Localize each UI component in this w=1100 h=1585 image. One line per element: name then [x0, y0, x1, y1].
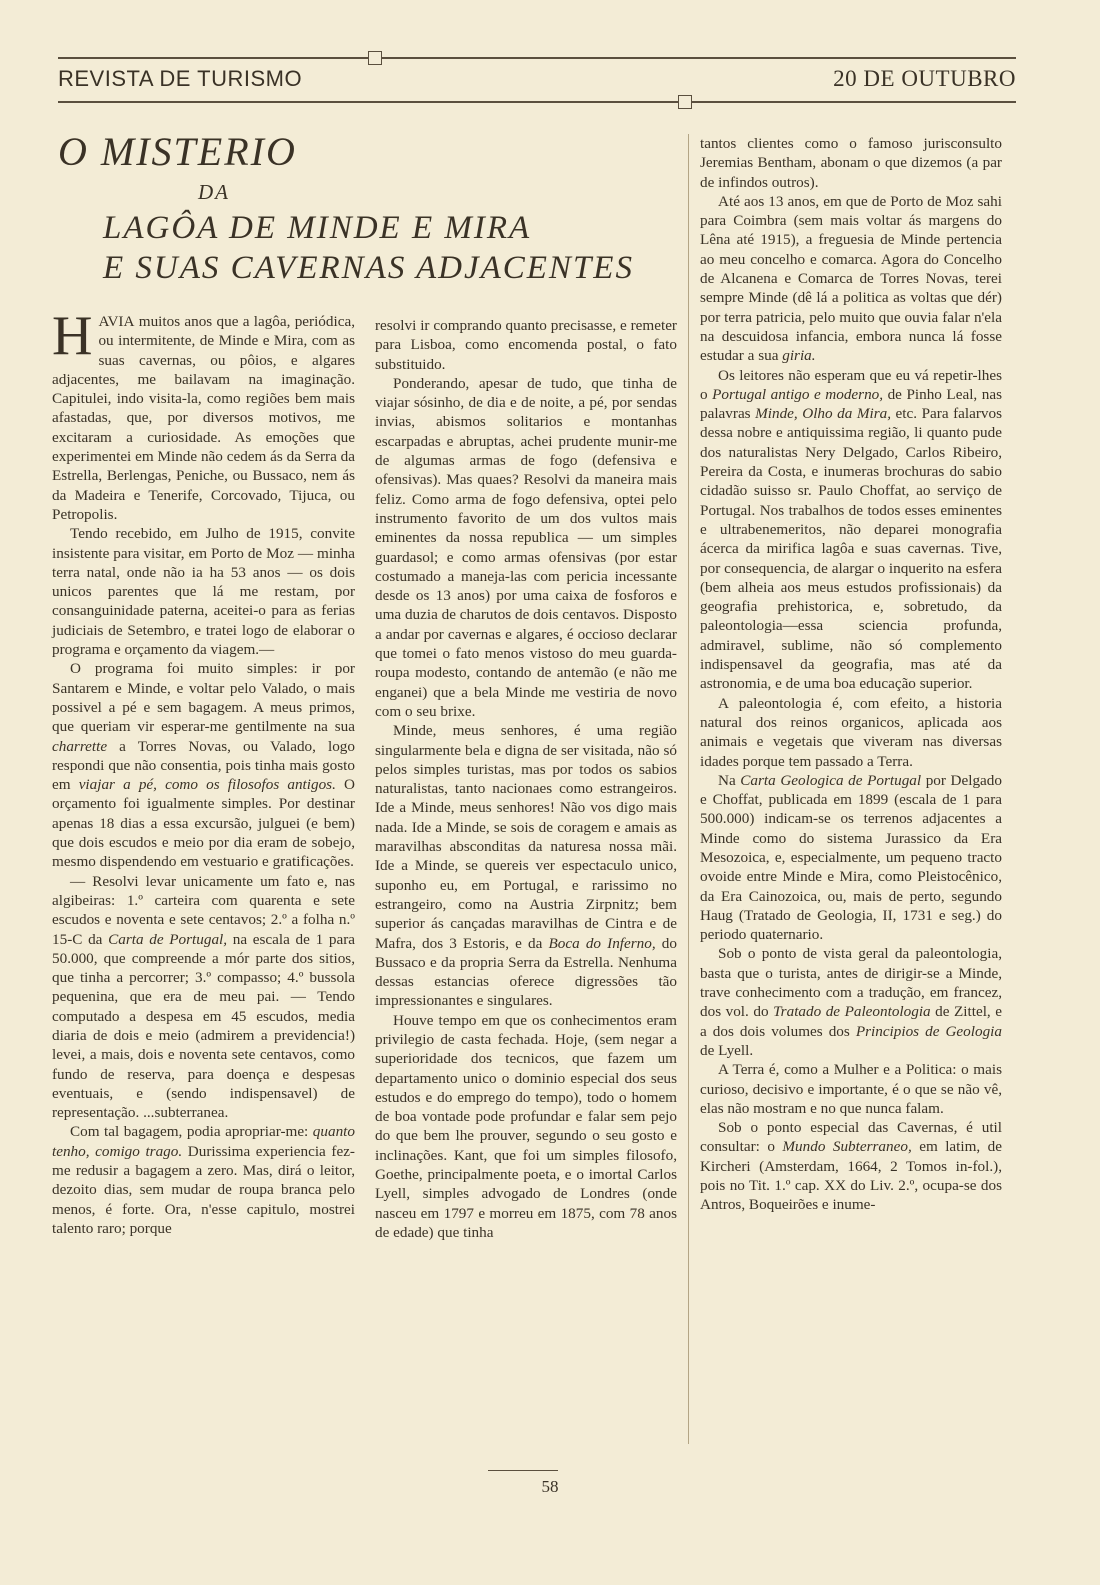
paragraph: — Resolvi levar unicamente um fato e, nas algibeiras: 1.º carteira com quarenta e sete escudos e noventa e sete centavos; 2.º a folha n.º 15-C da Carta de Portugal, na escala de 1 para 50.000, que compreende a mór parte dos sitios, que tinha a percorrer; 3.º compasso; 4.º bussola pequenina, que era de meu pai. — Tendo computado a despesa em 45 escudos, media diaria de dois e meio (admirem a previdencia!) levei, a mais, dois e noventa sete centavos, como fundo de reserva, para doença e despesas eventuais, e (sendo indispensavel) de representação. ...subterranea.: [52, 872, 355, 1122]
title-line-4: E SUAS CAVERNAS ADJACENTES: [103, 250, 634, 286]
paragraph: Houve tempo em que os conhecimentos eram privilegio de casta fechada. Hoje, (sem negar a superioridade dos tecnicos, que fazem um departamento unico o dominio especial dos seus estudos e do emprego do tempo), todo o homem de boa vontade pode profundar e falar sem pejo do que bem lhe prouver, segundo o seu gosto e inclinações. Kant, que foi um simples filosofo, Goethe, principalmente poeta, e o imortal Carlos Lyell, simples advogado de Londres (onde nasceu em 1797 e morreu em 1875, com 78 anos de edade) que tinha: [375, 1011, 677, 1241]
paragraph: Minde, meus senhores, é uma região singularmente bela e digna de ser visitada, não só pelos simples turistas, mas por todos os sabios naturalistas, tanto nacionaes como estrangeiros. Ide a Minde, meus senhores! Não vos digo mais nada. Ide a Minde, se sois de coragem e amais as maravilhas absconditas da naturesa nossa mãi. Ide a Minde, se quereis ver espectaculo unico, suponho eu, em Portugal, e rarissimo no estrangeiro, como na Austria Zirpnitz; bem superior ás cançadas maravilhas de Cintra e de Mafra, dos 3 Estoris, e da Boca do Inferno, do Bussaco e da propria Serra da Estrella. Nenhuma dessas estancias oferece digressões tão impressionantes e singulares.: [375, 722, 677, 1010]
header-rule-bottom: [58, 101, 1016, 103]
paragraph: resolvi ir comprando quanto precisasse, e remeter para Lisboa, como encomenda postal, o fato substituido.: [375, 317, 677, 373]
text-column-1: [52, 305, 355, 1238]
paragraph: tantos clientes como o famoso jurisconsulto Jeremias Bentham, abonam o que dizemos (a par de infindos outros).: [700, 135, 1002, 191]
page-number: 58: [541, 1477, 559, 1496]
paragraph: Sob o ponto de vista geral da paleontologia, basta que o turista, antes de dirigir-se a Minde, trave conhecimento com a tradução, em francez, dos vol. do Tratado de Paleontologia de Zittel, e a dos dois volumes dos Principios de Geologia de Lyell.: [700, 945, 1002, 1059]
header-rule-ornament-bottom: [678, 95, 692, 109]
paragraph: Na Carta Geologica de Portugal por Delgado e Choffat, publicada em 1899 (escala de 1 para 500.000) indicam-se os terrenos adjacentes a Minde como do sistema Jurassico da Era Mesozoica, e, especialmente, um pequeno tracto ovoide entre Minde e Mira, como Pleistocênico, da Era Cainozoica, ou, mais de perto, segundo Haug (Tratado de Geologia, II, 1731 e seg.) do periodo quaternario.: [700, 771, 1002, 944]
paragraph: Tendo recebido, em Julho de 1915, convite insistente para visitar, em Porto de Moz — minha terra natal, onde não ia ha 53 anos — os dois unicos parentes que lá me restam, por consanguinidade paterna, aceitei-o para as ferias judiciais de Setembro, e tratei logo de elaborar o programa e orçamento da viagem.—: [52, 525, 355, 659]
title-line-1: O MISTERIO: [58, 129, 297, 174]
issue-date: 20 DE OUTUBRO: [833, 66, 1016, 91]
paragraph: O programa foi muito simples: ir por Santarem e Minde, e voltar pelo Valado, o mais possivel a pé e sem bagagem. A meus primos, que queriam vir esperar-me gentilmente na sua charrette a Torres Novas, ou Valado, logo respondi que não consentia, pois tinha mais gosto em viajar a pé, como os filosofos antigos. O orçamento foi igualmente simples. Por destinar apenas 18 dias a essa excursão, julguei (e bem) que dois escudos e meio por dia eram de sobejo, mesmo dispendendo em vestuario e gratificações.: [52, 660, 355, 871]
column-divider: [688, 134, 689, 1444]
paragraph: Sob o ponto especial das Cavernas, é util consultar: o Mundo Subterraneo, em latim, de Kircheri (Amsterdam, 1664, 2 Tomos in-fol.), pois no Tit. 1.º cap. XX do Liv. 2.º, ocupa-se dos Antros, Boqueirões e inume-: [700, 1119, 1002, 1214]
text-column-3: [700, 134, 1002, 1215]
drop-cap: H: [52, 305, 93, 367]
paragraph: HAVIA muitos anos que a lagôa, periódica, ou intermitente, de Minde e Mira, com as suas cavernas, ou pôios, e algares adjacentes, me bailavam na imaginação. Capitulei, indo visita-la, como regiões bem mais afastadas, que, por diversos motivos, me excitaram a curiosidade. As emoções que experimentei em Minde não cedem ás da Serra da Estrella, Berlengas, Peniche, ou Bussaco, nem ás da Madeira e Tenerife, Corcovado, Tijuca, ou Petropolis.: [52, 305, 355, 523]
header-rule-top: [58, 57, 1016, 59]
paragraph: Com tal bagagem, podia apropriar-me: quanto tenho, comigo trago. Durissima experiencia fez-me redusir a bagagem a zero. Mas, dirá o leitor, dezoito dias, sem mudar de roupa branca pelo menos, é forte. Ora, n'esse capitulo, mostrei talento raro; porque: [52, 1123, 355, 1237]
paragraph: A paleontologia é, com efeito, a historia natural dos reinos organicos, aplicada aos animais e vegetais que viveram nas diversas idades porque tem passado a Terra.: [700, 694, 1002, 770]
paragraph: A Terra é, como a Mulher e a Politica: o mais curioso, decisivo e importante, é o que se não vê, elas não mostram e no que nunca falam.: [700, 1061, 1002, 1117]
paragraph: Os leitores não esperam que eu vá repetir-lhes o Portugal antigo e moderno, de Pinho Leal, nas palavras Minde, Olho da Mira, etc. Para falarvos dessa nobre e antiquissima região, li quanto pude dos naturalistas Nery Delgado, Carlos Ribeiro, Pereira da Costa, e inumeras brochuras do sabio cidadão suisso sr. Paulo Choffat, ao serviço de Portugal. Nos trabalhos de todos esses eminentes e ultrabenemeritos, não deparei monografia ácerca da mirifica lagôa e suas cavernas. Tive, por consequencia, de alargar o inquerito na esfera (bem alheia aos meus estudos profissionais) da geografia prehistorica, e, sobretudo, da paleontologia—essa sciencia profunda, admiravel, sublime, não só complemento indispensavel da geografia, mas até da astronomia, e de uma boa educação superior.: [700, 366, 1002, 693]
text-column-2: [375, 316, 677, 1242]
title-line-2: DA: [198, 180, 230, 204]
paragraph: Ponderando, apesar de tudo, que tinha de viajar sósinho, de dia e de noite, a pé, por sendas invias, abismos solitarios e montanhas escarpadas e abruptas, achei prudente munir-me de algumas armas de fogo (defensiva e ofensivas). Mas quaes? Resolvi da maneira mais feliz. Como arma de fogo defensiva, optei pelo instrumento favorito de um dos vultos mais eminentes da nossa republica — um simples guardasol; e como armas ofensivas (por estar costumado a maneja-las com pericia incessante desde os 13 anos) por uma caixa de fosforos e uma duzia de charutos de dois centavos. Disposto a andar por cavernas e algares, é occioso declarar que tomei o fato menos vistoso do meu guarda-roupa modesto, contando de antemão (e não me enganei) que a bela Minde me vestiria de novo com o seu brixe.: [375, 374, 677, 720]
magazine-title: REVISTA DE TURISMO: [58, 66, 303, 91]
title-line-3: LAGÔA DE MINDE E MIRA: [103, 210, 532, 246]
header-rule-ornament-top: [368, 51, 382, 65]
paragraph: Até aos 13 anos, em que de Porto de Moz sahi para Coimbra (sem mais voltar ás margens do Lêna até 1915), a freguesia de Minde pertencia ao meu concelho e comarca. Agora do Concelho de Alcanena e Comarca de Torres Novas, terei sempre Minde (dê lá a politica as voltas que dér) por terra patricia, pelo muito que ouvia falar n'ela na descuidosa infancia, embora nunca lá fosse estudar a sua giria.: [700, 192, 1002, 365]
footer-rule: [488, 1470, 558, 1471]
